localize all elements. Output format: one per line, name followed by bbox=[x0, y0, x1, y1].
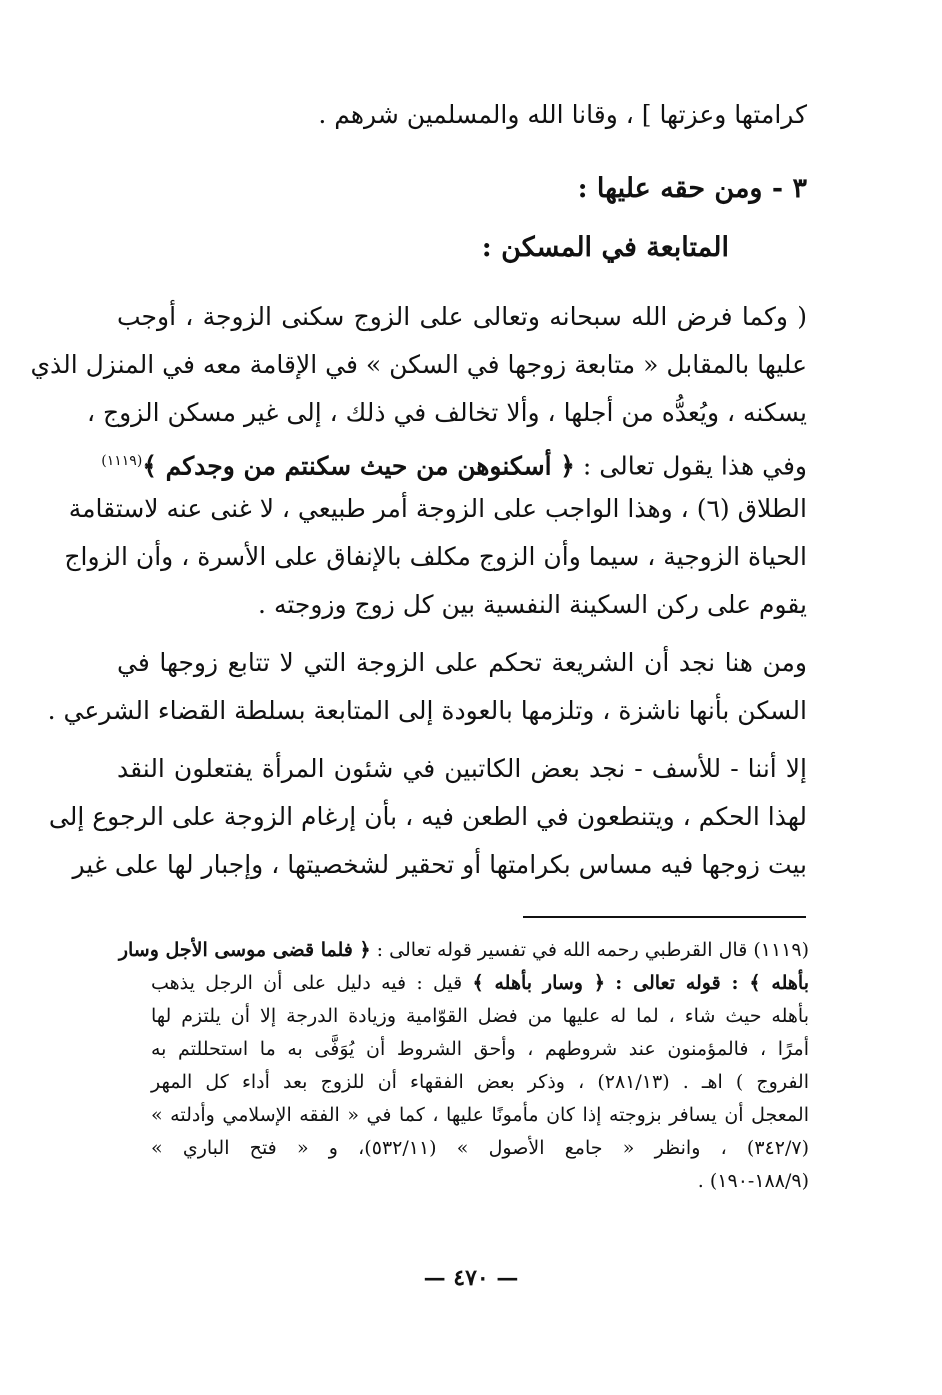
footnote-line: بأهله حيث شاء ، لما له عليها من فضل القوّامية وزيادة الدرجة إلا أن يلتزم لها bbox=[151, 1005, 809, 1027]
text-line: لهذا الحكم ، ويتنطعون في الطعن فيه ، بأن إرغام الزوجة على الرجوع إلى bbox=[48, 802, 807, 831]
footnote-verse: ﴿ فلما قضى موسى الأجل وسار bbox=[118, 939, 371, 961]
footnote-ref: (١١١٩) bbox=[101, 453, 143, 469]
footnote-separator bbox=[523, 916, 806, 918]
footnote-verse: ﴿ وسار بأهله ﴾ bbox=[472, 972, 605, 994]
text-line: السكن بأنها ناشزة ، وتلزمها بالعودة إلى المتابعة بسلطة القضاء الشرعي . bbox=[47, 696, 807, 725]
text-line: ومن هنا نجد أن الشريعة تحكم على الزوجة التي لا تتابع زوجها في bbox=[117, 648, 807, 677]
footnote-text: قيل : فيه دليل على أن الرجل يذهب bbox=[151, 972, 463, 994]
footnote-line: (١٨٨/٩-١٩٠) . bbox=[697, 1170, 809, 1192]
text-line: الحياة الزوجية ، سيما وأن الزوج مكلف بالإنفاق على الأسرة ، وأن الزواج bbox=[64, 542, 807, 571]
quran-verse: ﴿ أسكنوهن من حيث سكنتم من وجدكم ﴾ bbox=[142, 451, 575, 481]
footnote-line: الفروج ) اهـ . (٢٨١/١٣) ، وذكر بعض الفقهاء أن للزوج بعد أداء كل المهر bbox=[151, 1071, 809, 1093]
footnote-verse: بأهله ﴾ : قوله تعالى : bbox=[615, 972, 809, 994]
text-line: الطلاق (٦) ، وهذا الواجب على الزوجة أمر طبيعي ، لا غنى عنه لاستقامة bbox=[68, 494, 807, 523]
footnote-text: (١١١٩) قال القرطبي رحمه الله في تفسير قوله تعالى : bbox=[376, 939, 809, 961]
text-line: إلا أننا - للأسف - نجد بعض الكاتبين في شئون المرأة يفتعلون النقد bbox=[117, 754, 807, 783]
footnote-line: (٣٤٢/٧) ، وانظر « جامع الأصول » (٥٣٢/١١)، و « فتح الباري » bbox=[151, 1137, 809, 1159]
footnote-line: أمرًا ، فالمؤمنون عند شروطهم ، وأحق الشروط أن يُوَفَّى به ما استحللتم به bbox=[151, 1038, 809, 1060]
verse-intro: وفي هذا يقول تعالى : bbox=[582, 451, 807, 481]
text-line: يسكنه ، ويُعدُّه من أجلها ، وألا تخالف في ذلك ، إلى غير مسكن الزوج ، bbox=[86, 398, 807, 427]
page-number: — ٤٧٠ — bbox=[423, 1265, 519, 1291]
text-line: بيت زوجها فيه مساس بكرامتها أو تحقير لشخصيتها ، وإجبار لها على غير bbox=[72, 850, 807, 879]
footnote-line bbox=[151, 969, 809, 997]
text-line: ( وكما فرض الله سبحانه وتعالى على الزوج سكنى الزوجة ، أوجب bbox=[117, 302, 807, 331]
text-line bbox=[101, 444, 807, 483]
text-line: كرامتها وعزتها ] ، وقانا الله والمسلمين شرهم . bbox=[318, 100, 807, 129]
footnote-line bbox=[117, 936, 809, 964]
text-line: عليها بالمقابل « متابعة زوجها في السكن » في الإقامة معه في المنزل الذي bbox=[30, 350, 807, 379]
section-heading: ٣ - ومن حقه عليها : bbox=[577, 173, 807, 204]
footnote-line: المعجل أن يسافر بزوجته إذا كان مأمونًا عليها ، كما في « الفقه الإسلامي وأدلته » bbox=[151, 1104, 809, 1126]
subsection-heading: المتابعة في المسكن : bbox=[481, 232, 729, 263]
text-line: يقوم على ركن السكينة النفسية بين كل زوج وزوجته . bbox=[258, 590, 807, 619]
